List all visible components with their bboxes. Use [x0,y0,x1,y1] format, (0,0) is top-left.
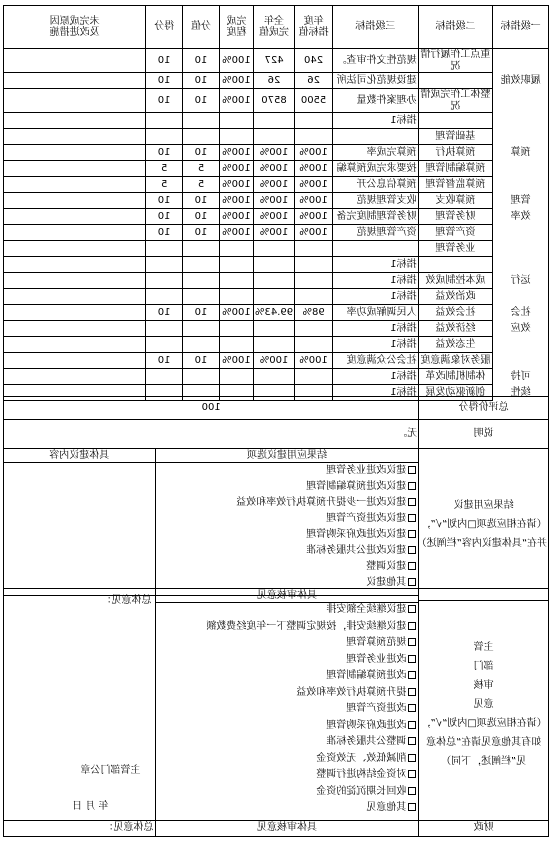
improvement-cell[interactable] [4,49,146,73]
dept-col-options: 具体审核意见 [155,589,419,603]
option-checkbox[interactable] [408,787,416,795]
cell-p [219,241,253,257]
cell-l2: 重点工作履行情况 [418,49,493,73]
option-item [158,561,417,577]
cell-g [146,289,183,305]
option-checkbox[interactable] [408,770,416,778]
cell-l1: 续性 [493,385,549,401]
cell-p: 100% [219,73,253,89]
option-label: 其他建议 [366,577,407,588]
cell-g [146,337,183,353]
option-label: 削减低效、无效资金 [316,752,407,764]
table-row [4,257,549,273]
cell-v: 100% [295,353,333,369]
cell-l1: 运行 [493,273,549,289]
dept-date: 年 月 日 [72,801,109,812]
option-label: 调整公共服务标准 [326,736,407,747]
option-label: 规范预算管理 [346,637,407,648]
option-checkbox[interactable] [408,498,416,506]
table-row [4,353,549,369]
cell-p [219,113,253,129]
cell-l3: 指标1 [333,337,419,353]
cell-l2 [418,257,493,273]
total-score-value: 100 [4,397,419,420]
header-cell: 一级指标 [493,6,549,49]
cell-l3: 指标1 [333,273,419,289]
cell-s: 10 [183,89,220,113]
option-item [158,769,417,786]
cell-l3: 预算信息公开 [333,177,419,193]
dept-overall-label: 总体意见： [101,595,152,606]
cell-v [295,241,333,257]
option-item [158,621,417,638]
option-item [158,497,417,513]
cell-p: 100% [219,145,253,161]
cell-c: 100% [253,225,294,241]
cell-g: 10 [146,145,183,161]
cell-c [253,321,294,337]
improvement-cell[interactable] [4,225,146,241]
table-row [4,73,549,89]
option-checkbox[interactable] [408,688,416,696]
cell-l2: 整体工作完成情况 [418,89,493,113]
cell-c [253,289,294,305]
improvement-cell[interactable] [4,273,146,289]
cell-p: 100% [219,49,253,73]
notes-label: 说明 [419,420,549,449]
option-item [158,604,417,621]
table-row [4,225,549,241]
cell-g [146,129,183,145]
option-label: 提升预算执行效率和效益 [296,686,407,698]
cell-c [253,369,294,385]
cell-l2: 社会效益 [418,305,493,321]
table-row [4,241,549,257]
cell-c: 100% [253,145,294,161]
cell-g: 10 [146,49,183,73]
cell-g [146,257,183,273]
header-cell: 年度 指标值 [295,6,333,49]
cell-p [219,369,253,385]
cell-s [183,369,220,385]
cell-s: 10 [183,305,220,321]
improvement-cell[interactable] [4,257,146,273]
cell-l2 [418,73,493,89]
improvement-cell[interactable] [4,337,146,353]
cell-v: 100% [295,209,333,225]
option-checkbox[interactable] [408,721,416,729]
cell-c [253,257,294,273]
cell-g [146,273,183,289]
table-row [4,209,549,225]
option-label: 改进资产管理 [346,703,407,714]
improvement-cell[interactable] [4,289,146,305]
cell-c [253,337,294,353]
table-row [4,161,549,177]
cell-v: 100% [295,225,333,241]
cell-l3: 按要求完成预算编 [333,161,419,177]
dept-options [155,603,419,821]
cell-l1 [493,289,549,305]
cell-l1 [493,225,549,241]
option-item [158,481,417,497]
cell-l3 [333,129,419,145]
cell-p: 100% [219,89,253,113]
cell-v [295,369,333,385]
option-label: 改进业务管理 [346,653,407,665]
cell-l2: 财务管理 [418,209,493,225]
option-label: 建议继续安排，按规定调整下一年度经费数额 [206,620,407,632]
option-checkbox[interactable] [408,546,416,554]
cell-l1 [493,129,549,145]
option-label: 建议改进资产管理 [326,513,407,524]
improvement-cell[interactable] [4,353,146,369]
header-cell: 完成 程度 [219,6,253,49]
cell-g: 10 [146,353,183,369]
table-row [4,89,549,113]
header-row [4,6,549,49]
cell-g: 10 [146,193,183,209]
cell-l2: 预算监督管理 [418,177,493,193]
cell-l2: 体制机制改革 [418,369,493,385]
option-item [158,654,417,671]
cell-s [183,129,220,145]
cell-l2 [418,113,493,129]
cell-p: 100% [219,305,253,321]
option-checkbox[interactable] [408,466,416,474]
option-checkbox[interactable] [408,737,416,745]
cell-g [146,113,183,129]
option-item [158,736,417,753]
table-row [4,193,549,209]
option-checkbox[interactable] [408,482,416,490]
cell-g: 10 [146,305,183,321]
cell-l1 [493,337,549,353]
header-cell: 未完成原因 及改进措施 [4,6,146,49]
finance-overall-opinion[interactable]: 总体意见： [4,820,156,836]
cell-l2: 创新驱动发展 [418,385,493,401]
cell-l2: 服务对象满意度 [418,353,493,369]
cell-g: 10 [146,89,183,113]
improvement-cell[interactable] [4,89,146,113]
option-label: 对资金结构进行调整 [316,769,407,780]
option-label: 收回长期沉淀的资金 [316,785,407,797]
option-label: 改进预算编制管理 [326,670,407,681]
option-label: 改进政府采购管理 [326,719,407,731]
cell-l1 [493,89,549,113]
cell-l3: 指标1 [333,257,419,273]
cell-l2: 资产管理 [418,225,493,241]
cell-c [253,273,294,289]
cell-l3: 财务管理制度完备 [333,209,419,225]
cell-p [219,337,253,353]
cell-p [219,289,253,305]
cell-l3: 指标1 [333,113,419,129]
cell-c [253,241,294,257]
table-row [4,145,549,161]
notes-value: 无。 [4,420,419,449]
cell-l1 [493,113,549,129]
option-checkbox[interactable] [408,578,416,586]
cell-l3: 人民调解成功率 [333,305,419,321]
cell-p: 100% [219,161,253,177]
option-checkbox[interactable] [408,514,416,522]
cell-l3: 规范性文件审查。 [333,49,419,73]
table-row [4,177,549,193]
cell-p: 100% [219,209,253,225]
cell-g: 10 [146,209,183,225]
cell-l1 [493,49,549,73]
improvement-cell[interactable] [4,321,146,337]
cell-s [183,257,220,273]
results-options [155,463,419,596]
cell-l2: 业务管理 [418,241,493,257]
option-item [158,465,417,481]
cell-s: 10 [183,209,220,225]
cell-v: 100% [295,177,333,193]
cell-s: 5 [183,161,220,177]
option-label: 建议改进预算编制管理 [306,481,407,492]
cell-s: 10 [183,49,220,73]
cell-s: 10 [183,145,220,161]
cell-g [146,321,183,337]
cell-l1: 效应 [493,321,549,337]
cell-l1 [493,353,549,369]
cell-v: 98% [295,305,333,321]
cell-l1: 社会 [493,305,549,321]
cell-v [295,337,333,353]
cell-l2: 预算收支 [418,193,493,209]
improvement-cell[interactable] [4,193,146,209]
header-cell: 全年 完成值 [253,6,294,49]
cell-l2: 预算执行 [418,145,493,161]
cell-v: 5500 [295,89,333,113]
improvement-cell[interactable] [4,113,146,129]
cell-s [183,321,220,337]
option-item [158,703,417,720]
indicator-table [3,5,549,401]
cell-l3 [333,241,419,257]
cell-v [295,129,333,145]
cell-l2: 基础管理 [418,129,493,145]
cell-c [253,113,294,129]
cell-v [295,257,333,273]
cell-c: 100% [253,177,294,193]
improvement-cell[interactable] [4,161,146,177]
cell-g [146,369,183,385]
option-item [158,802,417,819]
cell-s: 5 [183,177,220,193]
cell-c: 26 [253,73,294,89]
improvement-cell[interactable] [4,145,146,161]
cell-p [219,257,253,273]
finance-col-options: 具体审核意见 [155,820,419,836]
cell-v [295,113,333,129]
cell-l3: 建设规范化司法所 [333,73,419,89]
cell-l2: 政治效益 [418,289,493,305]
cell-l1 [493,161,549,177]
option-checkbox[interactable] [408,704,416,712]
cell-v: 100% [295,145,333,161]
cell-g: 10 [146,225,183,241]
table-row [4,369,549,385]
option-checkbox[interactable] [408,605,416,613]
table-row [4,289,549,305]
cell-v: 100% [295,193,333,209]
cell-p: 100% [219,193,253,209]
cell-v [295,321,333,337]
option-checkbox[interactable] [408,803,416,811]
cell-l2: 预算编制管理 [418,161,493,177]
cell-p: 100% [219,225,253,241]
cell-c: 100% [253,353,294,369]
cell-c [253,129,294,145]
results-label: 结果应用建议 （请在相应选项□内划“√”， 并在“具体建议内容”栏阐述） [419,449,549,601]
cell-l3: 指标1 [333,385,419,401]
improvement-cell[interactable] [4,129,146,145]
improvement-cell[interactable] [4,241,146,257]
improvement-cell[interactable] [4,369,146,385]
cell-l1: 可持 [493,369,549,385]
option-item [158,753,417,770]
cell-l1: 履职效能 [493,73,549,89]
cell-l3: 社会公众满意度 [333,353,419,369]
improvement-cell[interactable] [4,305,146,321]
cell-p: 100% [219,177,253,193]
option-item [158,545,417,561]
option-label: 建议改进公共服务标准 [306,545,407,556]
cell-c: 427 [253,49,294,73]
option-checkbox[interactable] [408,655,416,663]
table-row [4,129,549,145]
cell-c: 100% [253,161,294,177]
improvement-cell[interactable] [4,209,146,225]
option-item [158,786,417,803]
option-item [158,513,417,529]
cell-l3: 资产管理规范 [333,225,419,241]
cell-l1: 效率 [493,209,549,225]
header-cell: 三级指标 [333,6,419,49]
table-row [4,305,549,321]
table-row [4,321,549,337]
cell-g: 10 [146,73,183,89]
cell-v: 100% [295,161,333,177]
cell-s [183,241,220,257]
cell-s [183,273,220,289]
option-label: 建议改进一步提升预算执行效率和效益 [236,497,407,508]
opinion-table [3,396,549,601]
table-row [4,273,549,289]
cell-s: 10 [183,353,220,369]
option-checkbox[interactable] [408,638,416,646]
option-item [158,720,417,737]
header-cell: 分值 [183,6,220,49]
cell-s [183,113,220,129]
cell-l2: 生态效益 [418,337,493,353]
header-cell: 二级指标 [418,6,493,49]
cell-l3: 指标1 [333,369,419,385]
option-checkbox[interactable] [408,671,416,679]
results-col-content: 具体建议内容 [4,449,156,463]
cell-p [219,129,253,145]
cell-c: 8570 [253,89,294,113]
table-row [4,49,549,73]
cell-g: 5 [146,177,183,193]
table-row [4,113,549,129]
cell-s: 10 [183,225,220,241]
cell-l1: 管理 [493,193,549,209]
option-checkbox[interactable] [408,754,416,762]
cell-l3: 指标1 [333,321,419,337]
dept-table [3,588,549,837]
cell-c: 100% [253,209,294,225]
cell-l2: 成本控制成效 [418,273,493,289]
cell-v: 26 [295,73,333,89]
improvement-cell[interactable] [4,73,146,89]
cell-s: 10 [183,73,220,89]
cell-l3: 办理案件数量 [333,89,419,113]
cell-l3: 预算完成率 [333,145,419,161]
cell-s: 10 [183,193,220,209]
improvement-cell[interactable] [4,177,146,193]
option-label: 建议改进业务管理 [326,465,407,476]
cell-p [219,321,253,337]
cell-s [183,337,220,353]
results-content-field[interactable] [4,463,156,596]
dept-label: 主管 部门 审核 意见 （请在相应选项□内划“√”， 如有其他意见请在“总体意 见”栏阐述，下同） [419,589,549,821]
results-col-options: 结果应用建议选项 [155,449,419,463]
cell-l1 [493,257,549,273]
cell-c: 99.43% [253,305,294,321]
table-row [4,337,549,353]
option-label: 建议调整 [366,561,407,572]
dept-overall-opinion[interactable] [4,589,156,821]
cell-l1: 预算 [493,145,549,161]
option-label: 建议改进政府采购管理 [306,529,407,540]
cell-l1 [493,241,549,257]
cell-l3: 指标1 [333,289,419,305]
total-score-label: 总评价得分 [419,397,549,420]
cell-s [183,289,220,305]
option-item [158,687,417,704]
option-item [158,637,417,654]
option-label: 建议继续全额安排 [326,604,407,615]
cell-g [146,241,183,257]
cell-v [295,289,333,305]
header-cell: 得分 [146,6,183,49]
cell-v: 240 [295,49,333,73]
cell-l1 [493,177,549,193]
finance-label: 财政 [419,820,549,836]
cell-l3: 收支管理规范 [333,193,419,209]
cell-l2: 经济效益 [418,321,493,337]
option-label: 其他意见 [366,802,407,813]
option-checkbox[interactable] [408,622,416,630]
cell-c: 100% [253,193,294,209]
cell-p [219,273,253,289]
dept-stamp: 主管部门公章 [80,765,141,776]
option-checkbox[interactable] [408,562,416,570]
cell-g: 5 [146,161,183,177]
option-item [158,670,417,687]
option-checkbox[interactable] [408,530,416,538]
option-item [158,529,417,545]
cell-v [295,273,333,289]
cell-p: 100% [219,353,253,369]
